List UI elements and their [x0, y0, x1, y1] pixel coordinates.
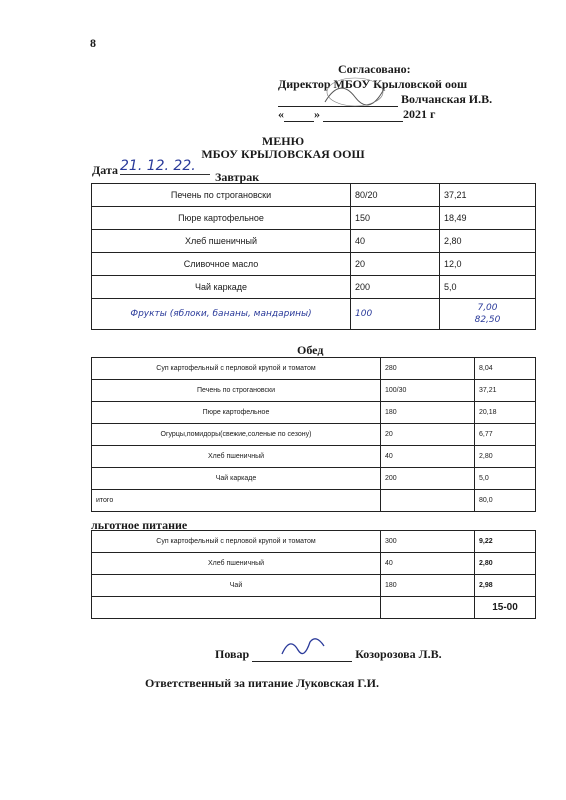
lunch-table	[91, 357, 536, 512]
dish-price: 37,21	[440, 184, 536, 207]
dish-price: 20,18	[475, 402, 536, 424]
dish-portion: 40	[381, 446, 475, 468]
breakfast-total: 82,50	[474, 315, 501, 325]
total-value: 15-00	[475, 597, 536, 619]
date-quote-open: «	[278, 107, 284, 121]
dish-name: Суп картофельный с перловой крупой и томатом	[92, 531, 381, 553]
cook-name: Козорозова Л.В.	[355, 647, 442, 661]
dish-portion: 200	[351, 276, 440, 299]
dish-portion: 300	[381, 531, 475, 553]
total-portion	[381, 597, 475, 619]
dish-name: Чай каркаде	[92, 468, 381, 490]
responsible-name: Луковская Г.И.	[296, 676, 379, 690]
table-row	[92, 468, 536, 490]
table-row	[92, 230, 536, 253]
table-row	[92, 299, 536, 330]
preferential-heading: льготное питание	[91, 518, 188, 532]
table-row	[92, 531, 536, 553]
page-number: 8	[90, 36, 96, 50]
dish-price: 12,0	[440, 253, 536, 276]
cook-signature-line	[215, 647, 442, 662]
table-row	[92, 402, 536, 424]
dish-portion: 80/20	[351, 184, 440, 207]
dish-price: 5,0	[440, 276, 536, 299]
table-row	[92, 276, 536, 299]
responsible-signature-line	[145, 676, 379, 691]
cook-label: Повар	[215, 647, 250, 661]
table-row	[92, 553, 536, 575]
table-row	[92, 358, 536, 380]
dish-price: 37,21	[475, 380, 536, 402]
school-title: МБОУ КРЫЛОВСКАЯ ООШ	[201, 147, 365, 161]
dish-portion: 40	[351, 230, 440, 253]
table-row	[92, 380, 536, 402]
dish-name: Печень по строгановски	[92, 184, 351, 207]
dish-price-handwritten	[440, 299, 536, 330]
dish-price: 9,22	[475, 531, 536, 553]
total-label: итого	[92, 490, 381, 512]
dish-portion: 40	[381, 553, 475, 575]
dish-portion: 180	[381, 575, 475, 597]
dish-name: Пюре картофельное	[92, 207, 351, 230]
dish-name: Пюре картофельное	[92, 402, 381, 424]
dish-price: 6,77	[475, 424, 536, 446]
dish-portion: 20	[381, 424, 475, 446]
dish-portion: 20	[351, 253, 440, 276]
dish-name: Суп картофельный с перловой крупой и томатом	[92, 358, 381, 380]
dish-portion: 200	[381, 468, 475, 490]
dish-name: Хлеб пшеничный	[92, 446, 381, 468]
total-value: 80,0	[475, 490, 536, 512]
dish-price: 2,80	[475, 553, 536, 575]
dish-name: Хлеб пшеничный	[92, 230, 351, 253]
breakfast-heading: Завтрак	[215, 170, 260, 184]
dish-price: 2,80	[475, 446, 536, 468]
dish-name: Хлеб пшеничный	[92, 553, 381, 575]
table-row	[92, 207, 536, 230]
approval-director: Директор МБОУ Крыловской оош	[278, 77, 468, 91]
cook-signature	[278, 632, 328, 662]
table-row	[92, 424, 536, 446]
total-portion	[381, 490, 475, 512]
dish-price: 8,04	[475, 358, 536, 380]
date-value: 21. 12. 22.	[120, 158, 210, 175]
approval-director-name: Волчанская И.В.	[401, 92, 493, 106]
menu-title: МЕНЮ	[261, 134, 305, 148]
table-row	[92, 575, 536, 597]
responsible-label: Ответственный за питание	[145, 676, 294, 690]
date-quote-close: »	[314, 107, 320, 121]
dish-name: Печень по строгановски	[92, 380, 381, 402]
table-row	[92, 184, 536, 207]
lunch-heading: Обед	[297, 343, 324, 357]
dish-portion-handwritten: 100	[351, 299, 440, 330]
table-row	[92, 253, 536, 276]
dish-portion: 100/30	[381, 380, 475, 402]
table-row-total	[92, 490, 536, 512]
dish-portion: 150	[351, 207, 440, 230]
total-label	[92, 597, 381, 619]
fruit-price: 7,00	[477, 303, 498, 313]
dish-portion: 180	[381, 402, 475, 424]
dish-name: Огурцы,помидоры(свежие,соленые по сезону)	[92, 424, 381, 446]
preferential-table	[91, 530, 536, 619]
dish-price: 18,49	[440, 207, 536, 230]
breakfast-table	[91, 183, 536, 330]
dish-price: 5,0	[475, 468, 536, 490]
dish-name: Сливочное масло	[92, 253, 351, 276]
dish-portion: 280	[381, 358, 475, 380]
dish-name-handwritten: Фрукты (яблоки, бананы, мандарины)	[92, 299, 351, 330]
table-row-total	[92, 597, 536, 619]
dish-price: 2,80	[440, 230, 536, 253]
approval-title: Согласовано:	[338, 62, 411, 76]
dish-name: Чай каркаде	[92, 276, 351, 299]
dish-name: Чай	[92, 575, 381, 597]
stamp-mark	[320, 72, 390, 112]
date-label: Дата	[92, 163, 118, 177]
table-row	[92, 446, 536, 468]
dish-price: 2,98	[475, 575, 536, 597]
approval-year: 2021 г	[403, 107, 436, 121]
